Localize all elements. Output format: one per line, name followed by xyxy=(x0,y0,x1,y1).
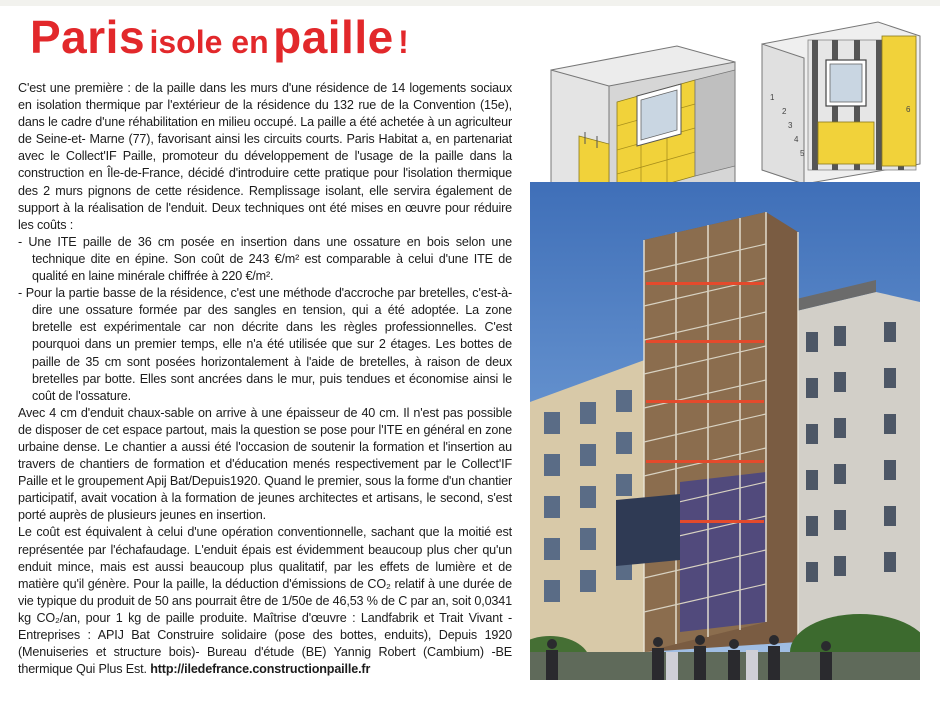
page-title xyxy=(30,11,409,63)
callout-2: 2 xyxy=(782,107,787,116)
article-link[interactable]: http://iledefrance.constructionpaille.fr xyxy=(150,662,371,677)
callout-3: 3 xyxy=(788,121,793,130)
article-intro: C'est une première : de la paille dans les murs d'une résidence de 14 logements sociaux en isolation thermique par l'extérieur de la résidence du 132 rue de la Convention (15e), dans le cadre d'une réhabilitation en milieu occupé. La paille a été achetée à un agriculteur de Seine-et- Marne (77), favorisant ainsi les circuits courts. Paris Habitat a, en partenariat avec le Collect'IF Paille, promoteur du développement de l'usage de la paille dans la construction en Île-de-France, décidé d'introduire cette pratique pour l'isolation thermique des 2 murs pignons de cette résidence. Remplissage isolant, elle servira également de support à la réalisation de l'enduit. Deux techniques ont été mises en œuvre pour réduire les coûts : xyxy=(18,81,512,232)
title-word-paille: paille xyxy=(273,11,394,63)
building-photo xyxy=(530,182,920,680)
callout-4: 4 xyxy=(794,135,799,144)
title-exclamation: ! xyxy=(398,24,409,60)
article-paragraph-2: Avec 4 cm d'enduit chaux-sable on arrive à une épaisseur de 40 cm. Il n'est pas possible de disposer de cet espace partout, mais la question se pose pour l'ITE en général en zone urbaine dense. Le chantier a aussi été l'occasion de soutenir la formation et l'insertion au travers de chantiers de formation et d'éducation menés respectivement par le Collect'IF Paille et le groupement Apij Bat/Depuis1920. Quand le premier, sous la forme d'un chantier participatif, avait vocation à la formation de jeunes architectes et artisans, le second, s'est porté auprès de plusieurs jeunes en insertion. xyxy=(18,405,512,523)
top-rule xyxy=(0,0,940,6)
callout-5: 5 xyxy=(800,149,805,158)
article-paragraph-3: Le coût est équivalent à celui d'une opération conventionnelle, sachant que la moitié est représentée par l'échafaudage. L'enduit épais est évidemment beaucoup plus cher qu'un enduit mince, mais est aussi beaucoup plus qualitatif, par les effets de lumière et de matière qu'il génère. Pour la paille, la déduction d'émissions de CO₂ relatif à une durée de vie typique du produit de 50 ans pourrait être de 1/50e de 46,53 % de C par an, soit 0,0341 kg CO₂/an, pour 1 kg de paille produite. Maîtrise d'œuvre : Landfabrik et Trait Vivant - Entreprises : APIJ Bat Construire solidaire (pose des bottes, enduits), Depuis 1920 (Menuiseries et structure bois)- Bureau d'étude (BE) Yannig Robert (Cambium) -BE thermique Qui Plus Est. xyxy=(18,525,512,677)
wall-diagram-right xyxy=(758,18,924,184)
article-bullet-1: - Une ITE paille de 36 cm posée en insertion dans une ossature en bois selon une technique dite en épine. Son coût de 243 €/m² est comparable à celui d'une ITE de qualité en laine minérale chiffrée à 220 €/m². xyxy=(18,234,512,284)
title-word-paris: Paris xyxy=(30,11,146,63)
article-bullet-2: - Pour la partie basse de la résidence, c'est une méthode d'accroche par bretelles, c'est-à-dire une ossature formée par des sangles en tension, qui a été adoptée. La zone bretelle est expérimentale car non décrite dans les règles professionnelles. C'est pourquoi dans un premier temps, elle n'a été utilisée que sur 2 étages. Les bottes de paille de 35 cm sont posées horizontalement à l'aide de bretelles, à raison de deux bretelles par botte. Elles sont ancrées dans le mur, puis tendues et économise ainsi le coût de l'ossature. xyxy=(18,286,512,403)
callout-6: 6 xyxy=(906,105,911,114)
title-word-isole-en: isole en xyxy=(149,24,269,60)
article-body xyxy=(18,80,512,678)
callout-1: 1 xyxy=(770,93,775,102)
